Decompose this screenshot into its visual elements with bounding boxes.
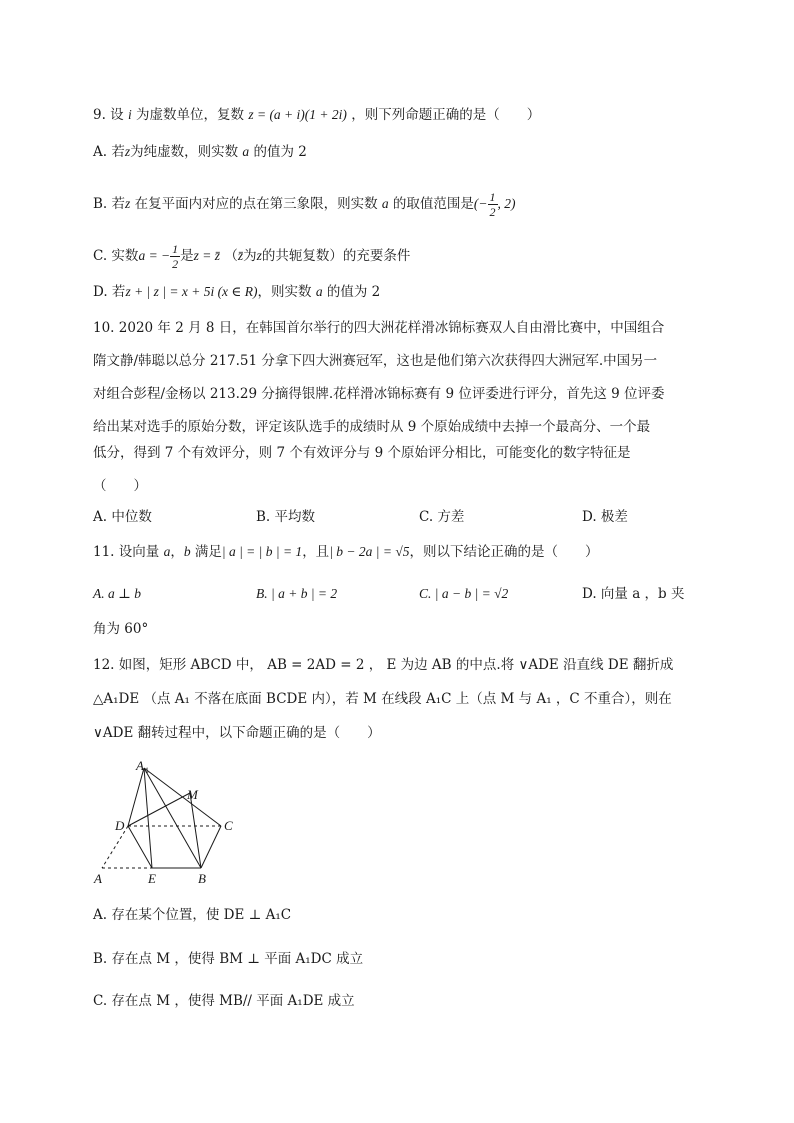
q9-c-t4: 的共轭复数）的充要条件 xyxy=(261,248,411,264)
edge-m-b xyxy=(190,793,201,868)
q10-line-1: 10. 2020 年 2 月 8 日，在韩国首尔举行的四大洲花样滑冰锦标赛双人自由滑比赛中，中国组合 xyxy=(93,320,665,336)
q11-option-a: A. a ⊥ b xyxy=(93,586,141,601)
q10-line-4: 给出某对选手的原始分数，评定该队选手的成绩时从 9 个原始成绩中去掉一个最高分、一个最 xyxy=(93,419,651,435)
q12-figure xyxy=(88,756,248,890)
q9-c-num: 1 xyxy=(172,242,179,256)
q9-c-den: 2 xyxy=(172,257,179,271)
q9-c-t2: （ xyxy=(224,248,238,264)
q9-stem-mid: 为虚数单位，复数 xyxy=(136,107,245,123)
q12-line-1: 12. 如图，矩形 ABCD 中， AB = 2AD = 2 ， E 为边 AB 的中点.将 ∨ADE 沿直线 DE 翻折成 xyxy=(93,657,674,673)
q11-vec-a: a xyxy=(163,544,171,559)
edge-a1-e xyxy=(144,768,152,868)
q9-b-den: 2 xyxy=(489,205,496,219)
label-a1-sub: 1 xyxy=(145,766,149,775)
q11-option-d: D. 向量 a ，b 夹 xyxy=(582,586,685,602)
q11-vec-b: b xyxy=(183,544,191,559)
q9-stem xyxy=(93,106,540,124)
edge-b-c xyxy=(201,826,221,868)
q9-c-zbar: z̄ xyxy=(237,248,244,263)
q9-c-a: a = − xyxy=(138,248,171,263)
q10-line-5: 低分，得到 7 个有效评分，则 7 个有效评分与 9 个原始评分相比，可能变化的数字特征是 xyxy=(93,445,631,461)
label-b: B xyxy=(198,871,206,886)
q9-b-a: a xyxy=(381,196,389,211)
q9-b-range-left: (− xyxy=(473,196,488,211)
q9-option-c xyxy=(93,242,410,271)
q9-a-t2: 的值为 2 xyxy=(253,144,307,160)
q9-c-t3: 为 xyxy=(243,248,257,264)
q9-b-range-right: , 2) xyxy=(497,196,516,211)
q11-sep: ， xyxy=(170,544,184,560)
q9-d-a: a xyxy=(315,284,323,299)
q9-a-label: A. 若 xyxy=(93,144,125,160)
q11-stem xyxy=(93,543,599,561)
q12-line-3: ∨ADE 翻转过程中，以下命题正确的是（ ） xyxy=(93,725,381,741)
q9-a-z: z xyxy=(124,144,131,159)
q9-stem-i: i xyxy=(127,107,132,122)
q11-option-d-cont: 角为 60° xyxy=(93,621,149,637)
q11-option-c: C. | a − b | = √2 xyxy=(419,586,509,601)
q9-b-t2: 的取值范围是 xyxy=(392,196,474,212)
q10-option-d: D. 极差 xyxy=(582,509,628,525)
q11-stem-prefix: 11. 设向量 xyxy=(93,544,160,560)
q12-option-b: B. 存在点 M ，使得 BM ⊥ 平面 A₁DC 成立 xyxy=(93,951,364,967)
q9-d-t2: 的值为 2 xyxy=(326,284,381,300)
q9-option-a xyxy=(93,143,307,161)
q9-d-t1: ，则实数 xyxy=(257,284,312,300)
q11-cond1: | a | = | b | = 1 xyxy=(221,544,303,559)
q9-stem-formula: z = (a + i)(1 + 2i) xyxy=(248,107,347,122)
q10-option-b: B. 平均数 xyxy=(256,509,316,525)
edge-d-m xyxy=(128,793,190,826)
q9-b-label: B. 若 xyxy=(93,196,126,212)
q9-b-fraction xyxy=(488,190,498,219)
q9-b-num: 1 xyxy=(489,190,496,204)
q12-line-2: △A₁DE （点 A₁ 不落在底面 BCDE 内），若 M 在线段 A₁C 上（点 M 与 A₁ ，C 不重合），则在 xyxy=(93,691,672,707)
q9-d-formula: z + | z | = x + 5i (x ∈ R) xyxy=(125,284,258,299)
label-a1: A xyxy=(136,758,144,773)
edge-d-e xyxy=(128,826,152,868)
q11-option-b: B. | a + b | = 2 xyxy=(256,586,338,601)
label-a: A xyxy=(94,871,102,886)
label-e: E xyxy=(148,871,156,886)
q9-option-b xyxy=(93,190,516,219)
q9-option-d xyxy=(93,283,380,301)
q11-cond2: | b − 2a | = √5 xyxy=(329,544,410,559)
q11-t3: ，则以下结论正确的是（ ） xyxy=(409,544,599,560)
q10-option-a: A. 中位数 xyxy=(93,509,152,525)
q12-option-a: A. 存在某个位置，使 DE ⊥ A₁C xyxy=(93,907,292,923)
q9-c-t1: 是 xyxy=(180,248,194,264)
q9-c-z: z xyxy=(256,248,262,263)
q9-c-label: C. 实数 xyxy=(93,248,139,264)
q9-b-z: z xyxy=(125,196,131,211)
q10-line-3: 对组合彭程/金杨以 213.29 分摘得银牌.花样滑冰锦标赛有 9 位评委进行评分，首先这 9 位评委 xyxy=(93,386,665,402)
q10-line-2: 隋文静/韩聪以总分 217.51 分拿下四大洲赛冠军，这也是他们第六次获得四大洲冠军.中国另一 xyxy=(93,353,658,369)
q11-t1: 满足 xyxy=(194,544,222,560)
q9-c-eq: z = z̄ xyxy=(193,248,221,263)
q9-d-label: D. 若 xyxy=(93,284,126,300)
q10-line-6: （ ） xyxy=(93,478,147,494)
q9-stem-prefix: 9. 设 xyxy=(93,107,124,123)
q9-b-t1: 在复平面内对应的点在第三象限，则实数 xyxy=(134,196,378,212)
edge-a1-d xyxy=(128,768,144,826)
label-m: M xyxy=(187,787,198,802)
q12-geometry-diagram xyxy=(88,756,248,890)
q9-a-a: a xyxy=(242,144,250,159)
q9-a-t1: 为纯虚数，则实数 xyxy=(130,144,239,160)
label-c: C xyxy=(224,818,233,833)
q9-stem-suffix: ，则下列命题正确的是（ ） xyxy=(351,107,541,123)
edge-a1-b xyxy=(144,768,201,868)
q10-option-c: C. 方差 xyxy=(419,509,465,525)
q11-t2: ，且 xyxy=(302,544,330,560)
label-d: D xyxy=(115,818,125,833)
q12-option-c: C. 存在点 M ，使得 MB// 平面 A₁DE 成立 xyxy=(93,993,355,1009)
q9-c-fraction xyxy=(170,242,180,271)
